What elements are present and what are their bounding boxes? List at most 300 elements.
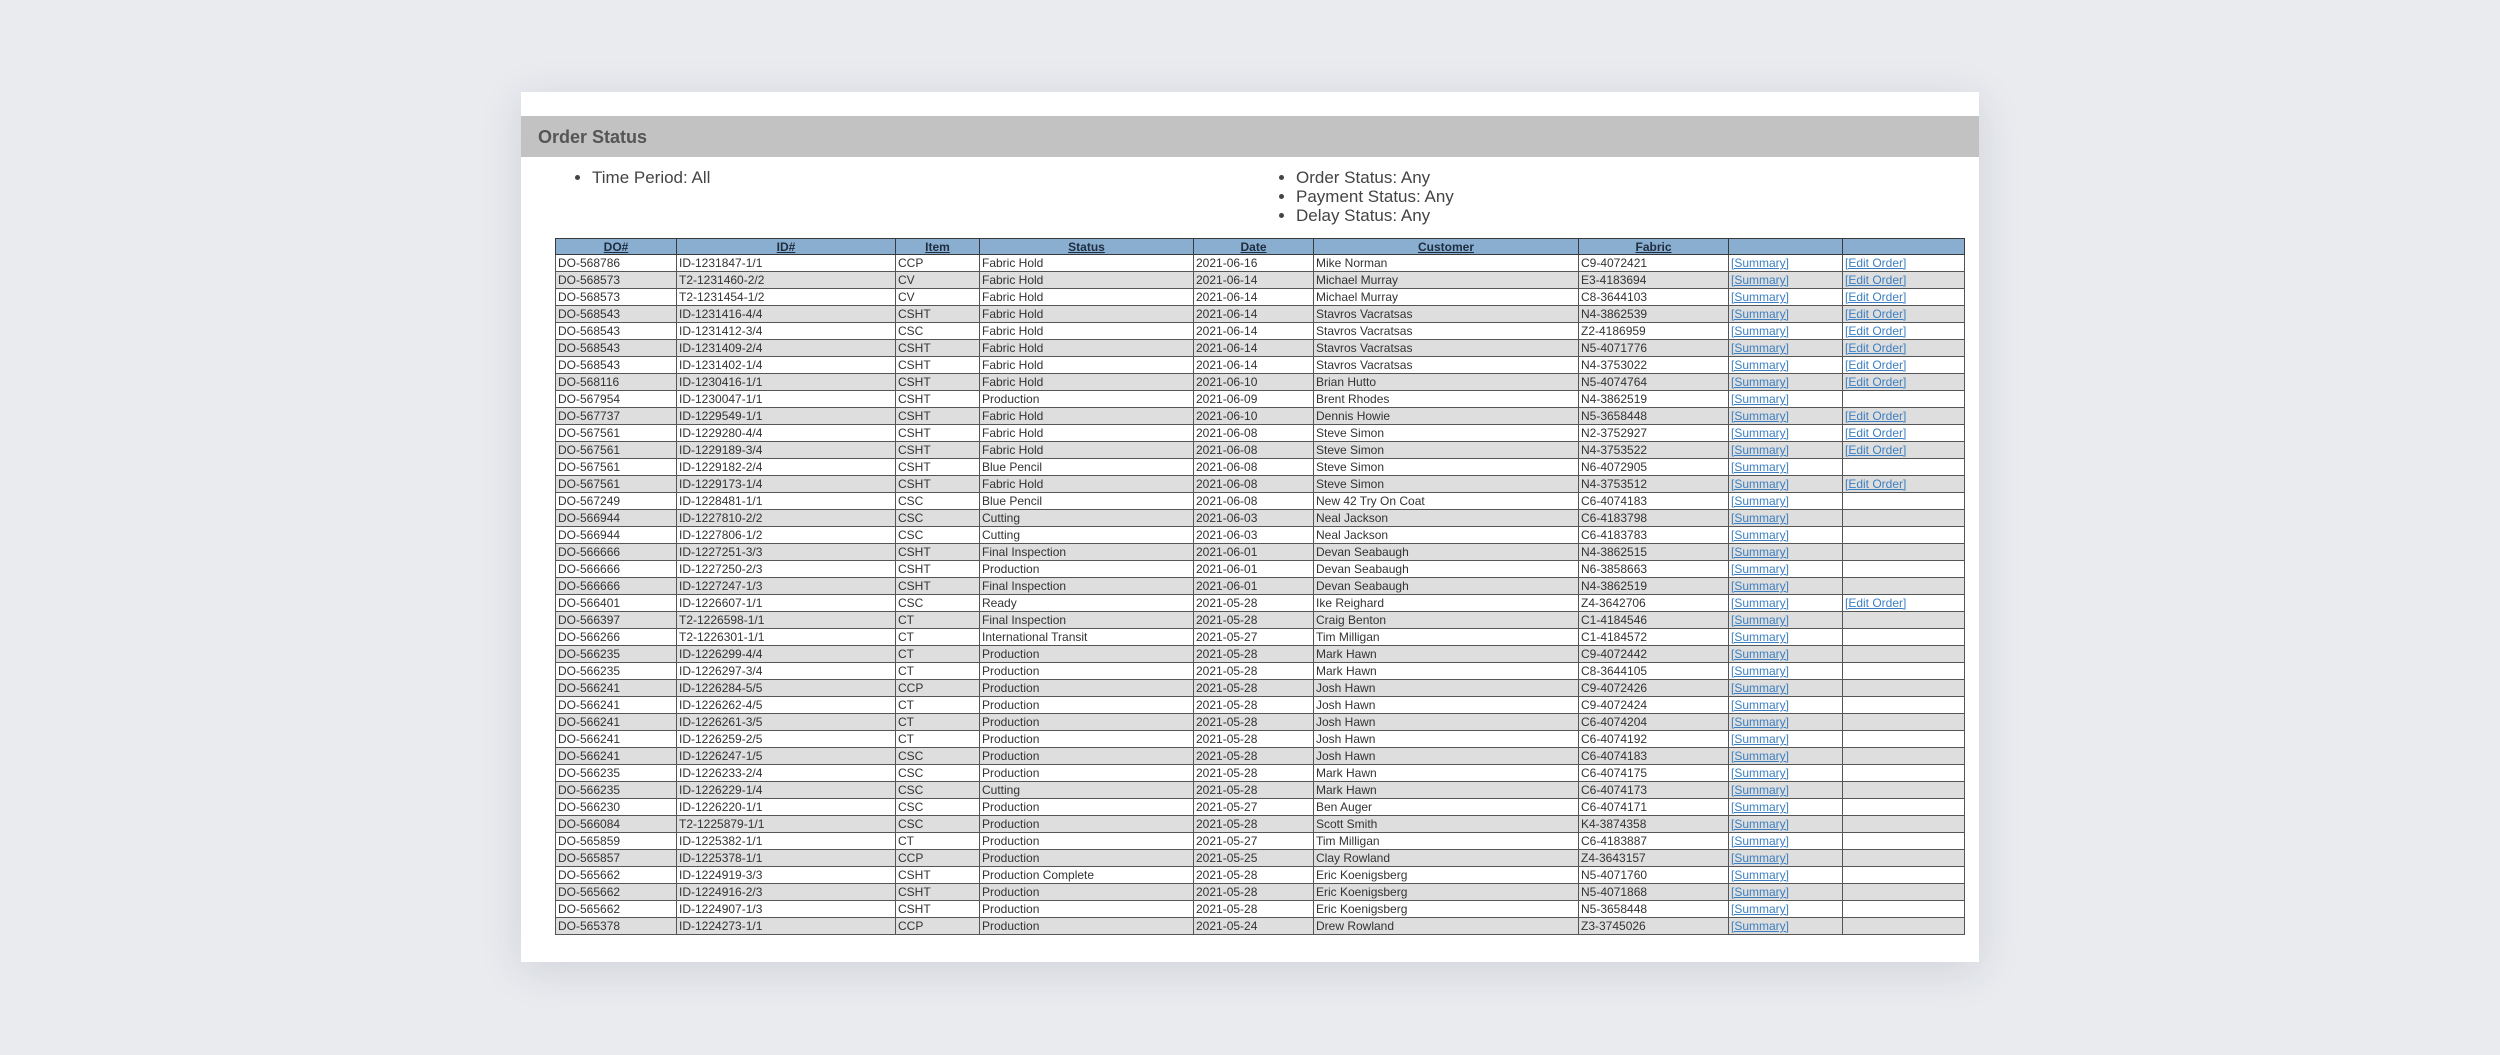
summary-link[interactable]: [Summary] bbox=[1731, 409, 1790, 423]
cell-item: CSC bbox=[896, 782, 980, 799]
page-title: Order Status bbox=[538, 127, 648, 147]
table-row bbox=[556, 561, 1965, 578]
summary-link[interactable]: [Summary] bbox=[1731, 256, 1790, 270]
cell-summary bbox=[1729, 374, 1843, 391]
table-row bbox=[556, 748, 1965, 765]
cell-date: 2021-06-14 bbox=[1194, 272, 1314, 289]
table-row bbox=[556, 816, 1965, 833]
cell-item: CSHT bbox=[896, 544, 980, 561]
cell-date: 2021-05-27 bbox=[1194, 833, 1314, 850]
cell-item: CSHT bbox=[896, 578, 980, 595]
cell-fabric: C6-4074173 bbox=[1579, 782, 1729, 799]
summary-link[interactable]: [Summary] bbox=[1731, 902, 1790, 916]
summary-link[interactable]: [Summary] bbox=[1731, 681, 1790, 695]
cell-id-number: ID-1226284-5/5 bbox=[677, 680, 896, 697]
table-row bbox=[556, 782, 1965, 799]
cell-summary bbox=[1729, 272, 1843, 289]
cell-do-number: DO-566241 bbox=[556, 731, 677, 748]
summary-link[interactable]: [Summary] bbox=[1731, 919, 1790, 933]
table-row bbox=[556, 340, 1965, 357]
cell-status: Production bbox=[980, 714, 1194, 731]
cell-date: 2021-05-24 bbox=[1194, 918, 1314, 935]
cell-summary bbox=[1729, 510, 1843, 527]
cell-edit-order bbox=[1843, 561, 1965, 578]
cell-fabric: N4-3753022 bbox=[1579, 357, 1729, 374]
summary-link[interactable]: [Summary] bbox=[1731, 579, 1790, 593]
cell-id-number: ID-1226297-3/4 bbox=[677, 663, 896, 680]
column-header-fabric[interactable]: Fabric bbox=[1579, 239, 1729, 255]
cell-status: Production Complete bbox=[980, 867, 1194, 884]
cell-fabric: N4-3862519 bbox=[1579, 578, 1729, 595]
cell-id-number: ID-1226261-3/5 bbox=[677, 714, 896, 731]
cell-edit-order bbox=[1843, 663, 1965, 680]
cell-customer: Neal Jackson bbox=[1314, 527, 1579, 544]
cell-do-number: DO-566944 bbox=[556, 510, 677, 527]
order-status-window bbox=[521, 92, 1979, 962]
cell-date: 2021-06-01 bbox=[1194, 561, 1314, 578]
cell-fabric: N6-3858663 bbox=[1579, 561, 1729, 578]
summary-link[interactable]: [Summary] bbox=[1731, 613, 1790, 627]
cell-id-number: ID-1229182-2/4 bbox=[677, 459, 896, 476]
column-header-customer[interactable]: Customer bbox=[1314, 239, 1579, 255]
cell-customer: Stavros Vacratsas bbox=[1314, 340, 1579, 357]
cell-date: 2021-06-03 bbox=[1194, 527, 1314, 544]
cell-fabric: C9-4072421 bbox=[1579, 255, 1729, 272]
cell-fabric: C6-4074183 bbox=[1579, 493, 1729, 510]
table-row bbox=[556, 833, 1965, 850]
cell-fabric: N4-3862519 bbox=[1579, 391, 1729, 408]
table-row bbox=[556, 595, 1965, 612]
cell-status: Production bbox=[980, 561, 1194, 578]
cell-edit-order bbox=[1843, 816, 1965, 833]
cell-summary bbox=[1729, 663, 1843, 680]
edit-order-link[interactable]: [Edit Order] bbox=[1845, 409, 1907, 423]
cell-customer: Craig Benton bbox=[1314, 612, 1579, 629]
table-row bbox=[556, 612, 1965, 629]
cell-id-number: ID-1227251-3/3 bbox=[677, 544, 896, 561]
cell-item: CSC bbox=[896, 765, 980, 782]
cell-status: Production bbox=[980, 850, 1194, 867]
column-header-date[interactable]: Date bbox=[1194, 239, 1314, 255]
summary-link[interactable]: [Summary] bbox=[1731, 562, 1790, 576]
cell-customer: Mark Hawn bbox=[1314, 663, 1579, 680]
cell-do-number: DO-568543 bbox=[556, 306, 677, 323]
table-row bbox=[556, 663, 1965, 680]
cell-fabric: N5-4074764 bbox=[1579, 374, 1729, 391]
cell-id-number: ID-1224916-2/3 bbox=[677, 884, 896, 901]
summary-link[interactable]: [Summary] bbox=[1731, 698, 1790, 712]
cell-status: Blue Pencil bbox=[980, 493, 1194, 510]
cell-id-number: ID-1231847-1/1 bbox=[677, 255, 896, 272]
summary-link[interactable]: [Summary] bbox=[1731, 749, 1790, 763]
cell-item: CSC bbox=[896, 748, 980, 765]
cell-edit-order bbox=[1843, 833, 1965, 850]
cell-item: CSHT bbox=[896, 442, 980, 459]
cell-edit-order bbox=[1843, 340, 1965, 357]
cell-date: 2021-05-28 bbox=[1194, 867, 1314, 884]
cell-item: CSHT bbox=[896, 306, 980, 323]
cell-item: CSHT bbox=[896, 867, 980, 884]
cell-status: Fabric Hold bbox=[980, 289, 1194, 306]
cell-edit-order bbox=[1843, 697, 1965, 714]
edit-order-link[interactable]: [Edit Order] bbox=[1845, 307, 1907, 321]
edit-order-link[interactable]: [Edit Order] bbox=[1845, 596, 1907, 610]
cell-customer: Mike Norman bbox=[1314, 255, 1579, 272]
edit-order-link[interactable]: [Edit Order] bbox=[1845, 273, 1907, 287]
cell-item: CSHT bbox=[896, 357, 980, 374]
cell-date: 2021-06-14 bbox=[1194, 357, 1314, 374]
summary-link[interactable]: [Summary] bbox=[1731, 443, 1790, 457]
cell-do-number: DO-568116 bbox=[556, 374, 677, 391]
edit-order-link[interactable]: [Edit Order] bbox=[1845, 443, 1907, 457]
table-row bbox=[556, 578, 1965, 595]
table-row bbox=[556, 391, 1965, 408]
cell-summary bbox=[1729, 425, 1843, 442]
table-row bbox=[556, 731, 1965, 748]
summary-link[interactable]: [Summary] bbox=[1731, 851, 1790, 865]
summary-link[interactable]: [Summary] bbox=[1731, 885, 1790, 899]
cell-edit-order bbox=[1843, 782, 1965, 799]
cell-do-number: DO-566266 bbox=[556, 629, 677, 646]
cell-date: 2021-05-28 bbox=[1194, 731, 1314, 748]
table-row bbox=[556, 357, 1965, 374]
cell-summary bbox=[1729, 816, 1843, 833]
edit-order-link[interactable]: [Edit Order] bbox=[1845, 426, 1907, 440]
cell-summary bbox=[1729, 255, 1843, 272]
cell-summary bbox=[1729, 476, 1843, 493]
cell-edit-order bbox=[1843, 459, 1965, 476]
cell-edit-order bbox=[1843, 374, 1965, 391]
cell-summary bbox=[1729, 340, 1843, 357]
cell-do-number: DO-565662 bbox=[556, 884, 677, 901]
cell-id-number: T2-1226598-1/1 bbox=[677, 612, 896, 629]
cell-item: CT bbox=[896, 731, 980, 748]
column-header-summary bbox=[1729, 239, 1843, 255]
cell-do-number: DO-566084 bbox=[556, 816, 677, 833]
summary-link[interactable]: [Summary] bbox=[1731, 375, 1790, 389]
summary-link[interactable]: [Summary] bbox=[1731, 732, 1790, 746]
cell-id-number: ID-1224273-1/1 bbox=[677, 918, 896, 935]
summary-link[interactable]: [Summary] bbox=[1731, 817, 1790, 831]
edit-order-link[interactable]: [Edit Order] bbox=[1845, 324, 1907, 338]
cell-status: Fabric Hold bbox=[980, 255, 1194, 272]
cell-customer: Drew Rowland bbox=[1314, 918, 1579, 935]
cell-summary bbox=[1729, 731, 1843, 748]
cell-customer: Ben Auger bbox=[1314, 799, 1579, 816]
cell-fabric: C6-4183887 bbox=[1579, 833, 1729, 850]
column-header-do[interactable]: DO# bbox=[556, 239, 677, 255]
cell-fabric: C9-4072426 bbox=[1579, 680, 1729, 697]
cell-do-number: DO-566241 bbox=[556, 748, 677, 765]
cell-summary bbox=[1729, 595, 1843, 612]
cell-customer: Clay Rowland bbox=[1314, 850, 1579, 867]
cell-edit-order bbox=[1843, 476, 1965, 493]
cell-id-number: ID-1226247-1/5 bbox=[677, 748, 896, 765]
cell-date: 2021-06-01 bbox=[1194, 544, 1314, 561]
cell-status: Production bbox=[980, 697, 1194, 714]
cell-customer: Josh Hawn bbox=[1314, 748, 1579, 765]
table-row bbox=[556, 442, 1965, 459]
summary-link[interactable]: [Summary] bbox=[1731, 392, 1790, 406]
cell-item: CSC bbox=[896, 493, 980, 510]
cell-do-number: DO-567954 bbox=[556, 391, 677, 408]
cell-summary bbox=[1729, 714, 1843, 731]
table-row bbox=[556, 323, 1965, 340]
summary-link[interactable]: [Summary] bbox=[1731, 766, 1790, 780]
cell-do-number: DO-567561 bbox=[556, 459, 677, 476]
summary-link[interactable]: [Summary] bbox=[1731, 783, 1790, 797]
table-row bbox=[556, 374, 1965, 391]
cell-id-number: ID-1229173-1/4 bbox=[677, 476, 896, 493]
cell-fabric: N5-3658448 bbox=[1579, 408, 1729, 425]
cell-customer: Josh Hawn bbox=[1314, 731, 1579, 748]
cell-item: CT bbox=[896, 612, 980, 629]
cell-edit-order bbox=[1843, 850, 1965, 867]
cell-date: 2021-06-16 bbox=[1194, 255, 1314, 272]
cell-id-number: T2-1225879-1/1 bbox=[677, 816, 896, 833]
summary-link[interactable]: [Summary] bbox=[1731, 528, 1790, 542]
cell-status: Blue Pencil bbox=[980, 459, 1194, 476]
summary-link[interactable]: [Summary] bbox=[1731, 426, 1790, 440]
column-header-id[interactable]: ID# bbox=[677, 239, 896, 255]
cell-edit-order bbox=[1843, 680, 1965, 697]
cell-id-number: ID-1226233-2/4 bbox=[677, 765, 896, 782]
cell-date: 2021-06-14 bbox=[1194, 323, 1314, 340]
summary-link[interactable]: [Summary] bbox=[1731, 868, 1790, 882]
cell-customer: Mark Hawn bbox=[1314, 646, 1579, 663]
cell-date: 2021-05-28 bbox=[1194, 612, 1314, 629]
summary-link[interactable]: [Summary] bbox=[1731, 341, 1790, 355]
filter-payment-status: • Payment Status: Any bbox=[1296, 187, 1454, 206]
cell-edit-order bbox=[1843, 527, 1965, 544]
cell-item: CSHT bbox=[896, 884, 980, 901]
table-row bbox=[556, 493, 1965, 510]
cell-summary bbox=[1729, 391, 1843, 408]
edit-order-link[interactable]: [Edit Order] bbox=[1845, 375, 1907, 389]
cell-id-number: ID-1225382-1/1 bbox=[677, 833, 896, 850]
cell-fabric: C6-4074171 bbox=[1579, 799, 1729, 816]
cell-customer: Ike Reighard bbox=[1314, 595, 1579, 612]
cell-customer: Stavros Vacratsas bbox=[1314, 306, 1579, 323]
cell-do-number: DO-565378 bbox=[556, 918, 677, 935]
cell-customer: Brent Rhodes bbox=[1314, 391, 1579, 408]
cell-item: CSC bbox=[896, 799, 980, 816]
cell-customer: Stavros Vacratsas bbox=[1314, 323, 1579, 340]
summary-link[interactable]: [Summary] bbox=[1731, 800, 1790, 814]
table-row bbox=[556, 255, 1965, 272]
cell-date: 2021-05-27 bbox=[1194, 629, 1314, 646]
table-row bbox=[556, 459, 1965, 476]
cell-date: 2021-06-08 bbox=[1194, 442, 1314, 459]
cell-do-number: DO-568573 bbox=[556, 272, 677, 289]
summary-link[interactable]: [Summary] bbox=[1731, 290, 1790, 304]
cell-edit-order bbox=[1843, 595, 1965, 612]
cell-item: CSHT bbox=[896, 340, 980, 357]
cell-customer: Devan Seabaugh bbox=[1314, 544, 1579, 561]
summary-link[interactable]: [Summary] bbox=[1731, 630, 1790, 644]
cell-item: CSC bbox=[896, 816, 980, 833]
cell-status: Fabric Hold bbox=[980, 357, 1194, 374]
cell-status: Final Inspection bbox=[980, 544, 1194, 561]
cell-status: Production bbox=[980, 731, 1194, 748]
cell-item: CSHT bbox=[896, 901, 980, 918]
cell-id-number: ID-1229549-1/1 bbox=[677, 408, 896, 425]
cell-status: Cutting bbox=[980, 510, 1194, 527]
cell-status: Production bbox=[980, 748, 1194, 765]
summary-link[interactable]: [Summary] bbox=[1731, 715, 1790, 729]
cell-id-number: ID-1226262-4/5 bbox=[677, 697, 896, 714]
table-row bbox=[556, 408, 1965, 425]
cell-status: Production bbox=[980, 816, 1194, 833]
cell-date: 2021-06-01 bbox=[1194, 578, 1314, 595]
summary-link[interactable]: [Summary] bbox=[1731, 596, 1790, 610]
cell-status: Production bbox=[980, 884, 1194, 901]
summary-link[interactable]: [Summary] bbox=[1731, 545, 1790, 559]
cell-summary bbox=[1729, 357, 1843, 374]
summary-link[interactable]: [Summary] bbox=[1731, 358, 1790, 372]
cell-do-number: DO-567737 bbox=[556, 408, 677, 425]
cell-id-number: ID-1229280-4/4 bbox=[677, 425, 896, 442]
cell-summary bbox=[1729, 306, 1843, 323]
summary-link[interactable]: [Summary] bbox=[1731, 664, 1790, 678]
cell-fabric: N6-4072905 bbox=[1579, 459, 1729, 476]
cell-edit-order bbox=[1843, 289, 1965, 306]
cell-customer: Brian Hutto bbox=[1314, 374, 1579, 391]
cell-date: 2021-06-14 bbox=[1194, 340, 1314, 357]
cell-summary bbox=[1729, 680, 1843, 697]
cell-status: Fabric Hold bbox=[980, 272, 1194, 289]
table-row bbox=[556, 765, 1965, 782]
cell-date: 2021-05-28 bbox=[1194, 697, 1314, 714]
filter-time-period: • Time Period: All bbox=[592, 168, 710, 187]
cell-summary bbox=[1729, 408, 1843, 425]
cell-fabric: E3-4183694 bbox=[1579, 272, 1729, 289]
cell-customer: Eric Koenigsberg bbox=[1314, 867, 1579, 884]
cell-item: CT bbox=[896, 663, 980, 680]
edit-order-link[interactable]: [Edit Order] bbox=[1845, 341, 1907, 355]
cell-date: 2021-06-10 bbox=[1194, 408, 1314, 425]
cell-item: CSHT bbox=[896, 374, 980, 391]
cell-do-number: DO-567561 bbox=[556, 476, 677, 493]
summary-link[interactable]: [Summary] bbox=[1731, 460, 1790, 474]
summary-link[interactable]: [Summary] bbox=[1731, 511, 1790, 525]
cell-fabric: K4-3874358 bbox=[1579, 816, 1729, 833]
cell-fabric: N4-3753512 bbox=[1579, 476, 1729, 493]
cell-fabric: C8-3644103 bbox=[1579, 289, 1729, 306]
cell-date: 2021-06-08 bbox=[1194, 476, 1314, 493]
table-row bbox=[556, 918, 1965, 935]
cell-do-number: DO-568786 bbox=[556, 255, 677, 272]
cell-edit-order bbox=[1843, 493, 1965, 510]
cell-status: Final Inspection bbox=[980, 612, 1194, 629]
cell-summary bbox=[1729, 867, 1843, 884]
cell-date: 2021-05-28 bbox=[1194, 663, 1314, 680]
title-bar bbox=[521, 116, 1979, 157]
cell-edit-order bbox=[1843, 799, 1965, 816]
cell-edit-order bbox=[1843, 748, 1965, 765]
cell-id-number: ID-1231412-3/4 bbox=[677, 323, 896, 340]
cell-date: 2021-06-08 bbox=[1194, 425, 1314, 442]
cell-fabric: C9-4072424 bbox=[1579, 697, 1729, 714]
cell-do-number: DO-567249 bbox=[556, 493, 677, 510]
cell-summary bbox=[1729, 527, 1843, 544]
cell-item: CV bbox=[896, 272, 980, 289]
cell-edit-order bbox=[1843, 323, 1965, 340]
cell-item: CSC bbox=[896, 527, 980, 544]
edit-order-link[interactable]: [Edit Order] bbox=[1845, 290, 1907, 304]
table-row bbox=[556, 680, 1965, 697]
table-row bbox=[556, 476, 1965, 493]
cell-status: Production bbox=[980, 680, 1194, 697]
cell-item: CCP bbox=[896, 255, 980, 272]
cell-do-number: DO-566235 bbox=[556, 646, 677, 663]
cell-status: Fabric Hold bbox=[980, 340, 1194, 357]
cell-id-number: ID-1227806-1/2 bbox=[677, 527, 896, 544]
cell-summary bbox=[1729, 459, 1843, 476]
cell-edit-order bbox=[1843, 884, 1965, 901]
edit-order-link[interactable]: [Edit Order] bbox=[1845, 256, 1907, 270]
cell-do-number: DO-565859 bbox=[556, 833, 677, 850]
cell-do-number: DO-566944 bbox=[556, 527, 677, 544]
cell-item: CT bbox=[896, 714, 980, 731]
cell-do-number: DO-566235 bbox=[556, 782, 677, 799]
cell-summary bbox=[1729, 782, 1843, 799]
summary-link[interactable]: [Summary] bbox=[1731, 494, 1790, 508]
cell-date: 2021-05-25 bbox=[1194, 850, 1314, 867]
summary-link[interactable]: [Summary] bbox=[1731, 273, 1790, 287]
cell-date: 2021-05-28 bbox=[1194, 782, 1314, 799]
cell-do-number: DO-566666 bbox=[556, 561, 677, 578]
table-row bbox=[556, 867, 1965, 884]
cell-edit-order bbox=[1843, 425, 1965, 442]
cell-date: 2021-05-28 bbox=[1194, 680, 1314, 697]
cell-customer: Eric Koenigsberg bbox=[1314, 884, 1579, 901]
cell-do-number: DO-566241 bbox=[556, 714, 677, 731]
edit-order-link[interactable]: [Edit Order] bbox=[1845, 477, 1907, 491]
table-row bbox=[556, 901, 1965, 918]
cell-fabric: C1-4184572 bbox=[1579, 629, 1729, 646]
cell-edit-order bbox=[1843, 646, 1965, 663]
summary-link[interactable]: [Summary] bbox=[1731, 477, 1790, 491]
cell-item: CV bbox=[896, 289, 980, 306]
edit-order-link[interactable]: [Edit Order] bbox=[1845, 358, 1907, 372]
summary-link[interactable]: [Summary] bbox=[1731, 647, 1790, 661]
cell-item: CT bbox=[896, 697, 980, 714]
cell-item: CSHT bbox=[896, 408, 980, 425]
table-body bbox=[556, 255, 1965, 935]
cell-status: International Transit bbox=[980, 629, 1194, 646]
filter-list-left bbox=[570, 168, 710, 187]
cell-customer: Eric Koenigsberg bbox=[1314, 901, 1579, 918]
filter-list-right bbox=[1274, 168, 1454, 225]
column-header-status[interactable]: Status bbox=[980, 239, 1194, 255]
summary-link[interactable]: [Summary] bbox=[1731, 307, 1790, 321]
cell-edit-order bbox=[1843, 901, 1965, 918]
cell-id-number: ID-1231409-2/4 bbox=[677, 340, 896, 357]
cell-fabric: Z3-3745026 bbox=[1579, 918, 1729, 935]
cell-item: CSHT bbox=[896, 459, 980, 476]
cell-id-number: ID-1226220-1/1 bbox=[677, 799, 896, 816]
summary-link[interactable]: [Summary] bbox=[1731, 324, 1790, 338]
cell-fabric: C6-4074192 bbox=[1579, 731, 1729, 748]
cell-date: 2021-05-28 bbox=[1194, 765, 1314, 782]
cell-fabric: C6-4183798 bbox=[1579, 510, 1729, 527]
column-header-item[interactable]: Item bbox=[896, 239, 980, 255]
summary-link[interactable]: [Summary] bbox=[1731, 834, 1790, 848]
cell-date: 2021-05-28 bbox=[1194, 646, 1314, 663]
cell-date: 2021-06-03 bbox=[1194, 510, 1314, 527]
cell-fabric: C6-4074183 bbox=[1579, 748, 1729, 765]
